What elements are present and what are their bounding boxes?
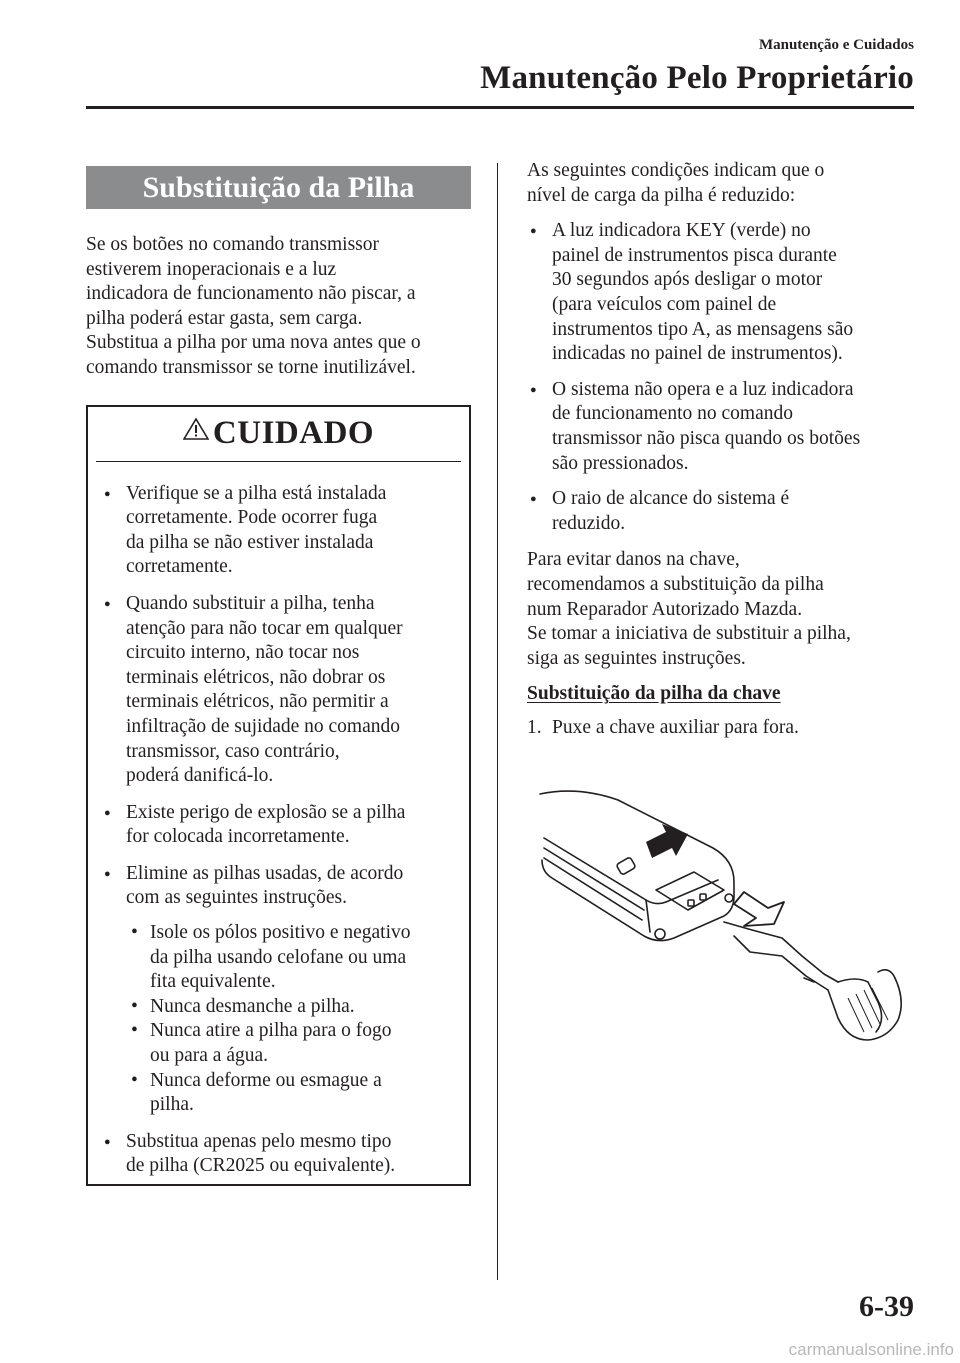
key-removal-illustration: [538, 786, 908, 1056]
intro-line: Substitua a pilha por uma nova antes que o: [86, 332, 421, 354]
disposal-item: [126, 1019, 453, 1068]
caution-line: terminais elétricos, não permitir a: [126, 691, 389, 713]
disposal-line: da pilha usando celofane ou uma: [150, 946, 407, 968]
caution-list: [88, 462, 469, 1179]
advice-line: siga as seguintes instruções.: [527, 647, 746, 669]
watermark: carmanualsonline.info: [788, 1340, 954, 1359]
caution-line: corretamente. Pode ocorrer fuga: [126, 507, 378, 529]
condition-line: reduzido.: [552, 512, 626, 534]
caution-item: [102, 801, 453, 850]
intro-line: nível de carga da pilha é reduzido:: [527, 184, 796, 206]
caution-item: [102, 1130, 453, 1179]
disposal-item: [126, 1069, 453, 1118]
condition-item: [527, 487, 917, 536]
intro-line: As seguintes condições indicam que o: [527, 160, 825, 181]
disposal-item: [126, 921, 453, 995]
caution-line: circuito interno, não tocar nos: [126, 642, 360, 664]
condition-line: transmissor não pisca quando os botões: [552, 427, 861, 449]
step-1: [527, 716, 917, 741]
header-rule: [86, 106, 914, 109]
condition-line: O sistema não opera e a luz indicadora: [552, 378, 854, 400]
right-column: [527, 159, 917, 741]
advice-line: Se tomar a iniciativa de substituir a pilha,: [527, 623, 851, 645]
disposal-line: pilha.: [150, 1094, 194, 1116]
page-number: 6-39: [859, 1290, 914, 1323]
intro-line: indicadora de funcionamento não piscar, a: [86, 283, 416, 305]
caution-line: atenção para não tocar em qualquer: [126, 617, 403, 639]
caution-line: for colocada incorretamente.: [126, 826, 350, 848]
caution-line: Existe perigo de explosão se a pilha: [126, 801, 406, 823]
condition-line: indicadas no painel de instrumentos).: [552, 343, 843, 365]
caution-line: Substitua apenas pelo mesmo tipo: [126, 1130, 392, 1152]
battery-replacement-heading: Substituição da Pilha: [86, 166, 471, 209]
condition-line: O raio de alcance do sistema é: [552, 488, 790, 510]
condition-line: 30 segundos após desligar o motor: [552, 269, 823, 291]
condition-line: instrumentos tipo A, as mensagens são: [552, 318, 854, 340]
intro-line: estiverem inoperacionais e a luz: [86, 258, 337, 280]
condition-line: painel de instrumentos pisca durante: [552, 244, 837, 266]
disposal-item: [126, 995, 453, 1020]
key-battery-subheading: Substituição da pilha da chave: [527, 683, 781, 705]
low-battery-intro: [527, 159, 917, 208]
caution-item: [102, 592, 453, 789]
caution-line: Elimine as pilhas usadas, de acordo: [126, 862, 404, 884]
condition-line: A luz indicadora KEY (verde) no: [552, 220, 811, 242]
disposal-line: fita equivalente.: [150, 971, 276, 993]
condition-line: de funcionamento no comando: [552, 403, 793, 425]
condition-line: são pressionados.: [552, 452, 689, 474]
caution-item: [102, 862, 453, 1118]
disposal-line: Nunca deforme ou esmague a: [150, 1069, 382, 1091]
intro-line: pilha poderá estar gasta, sem carga.: [86, 307, 363, 329]
advice-paragraph: [527, 548, 917, 671]
condition-line: (para veículos com painel de: [552, 293, 777, 315]
intro-line: comando transmissor se torne inutilizável.: [86, 356, 416, 378]
condition-item: [527, 219, 917, 367]
caution-box: [86, 405, 471, 1186]
caution-line: Quando substituir a pilha, tenha: [126, 592, 375, 614]
caution-title-text: CUIDADO: [212, 414, 375, 451]
step-number: 1.: [527, 717, 542, 739]
caution-line: poderá danificá-lo.: [126, 765, 274, 787]
warning-triangle-icon: [183, 417, 209, 441]
caution-line: Verifique se a pilha está instalada: [126, 482, 387, 504]
column-divider: [497, 163, 498, 1280]
disposal-line: Nunca desmanche a pilha.: [150, 995, 355, 1017]
caution-line: infiltração de sujidade no comando: [126, 715, 400, 737]
left-column: [86, 166, 471, 1186]
intro-line: Se os botões no comando transmissor: [86, 234, 380, 255]
advice-line: recomendamos a substituição da pilha: [527, 573, 824, 595]
caution-line: corretamente.: [126, 556, 233, 578]
step-text: Puxe a chave auxiliar para fora.: [552, 717, 799, 739]
intro-paragraph: [86, 233, 471, 381]
caution-title: [88, 413, 469, 461]
disposal-line: ou para a água.: [150, 1045, 269, 1067]
advice-line: Para evitar danos na chave,: [527, 549, 740, 571]
caution-item: [102, 482, 453, 580]
caution-line: com as seguintes instruções.: [126, 887, 347, 909]
caution-line: terminais elétricos, não dobrar os: [126, 666, 386, 688]
caution-line: da pilha se não estiver instalada: [126, 531, 374, 553]
disposal-line: Isole os pólos positivo e negativo: [150, 922, 411, 944]
caution-line: de pilha (CR2025 ou equivalente).: [126, 1155, 396, 1177]
disposal-sublist: [126, 921, 453, 1118]
disposal-line: Nunca atire a pilha para o fogo: [150, 1020, 392, 1042]
section-title: Manutenção Pelo Proprietário: [480, 60, 914, 96]
caution-line: transmissor, caso contrário,: [126, 740, 340, 762]
advice-line: num Reparador Autorizado Mazda.: [527, 598, 803, 620]
low-battery-conditions: [527, 219, 917, 536]
chapter-label: Manutenção e Cuidados: [758, 37, 914, 53]
condition-item: [527, 378, 917, 476]
